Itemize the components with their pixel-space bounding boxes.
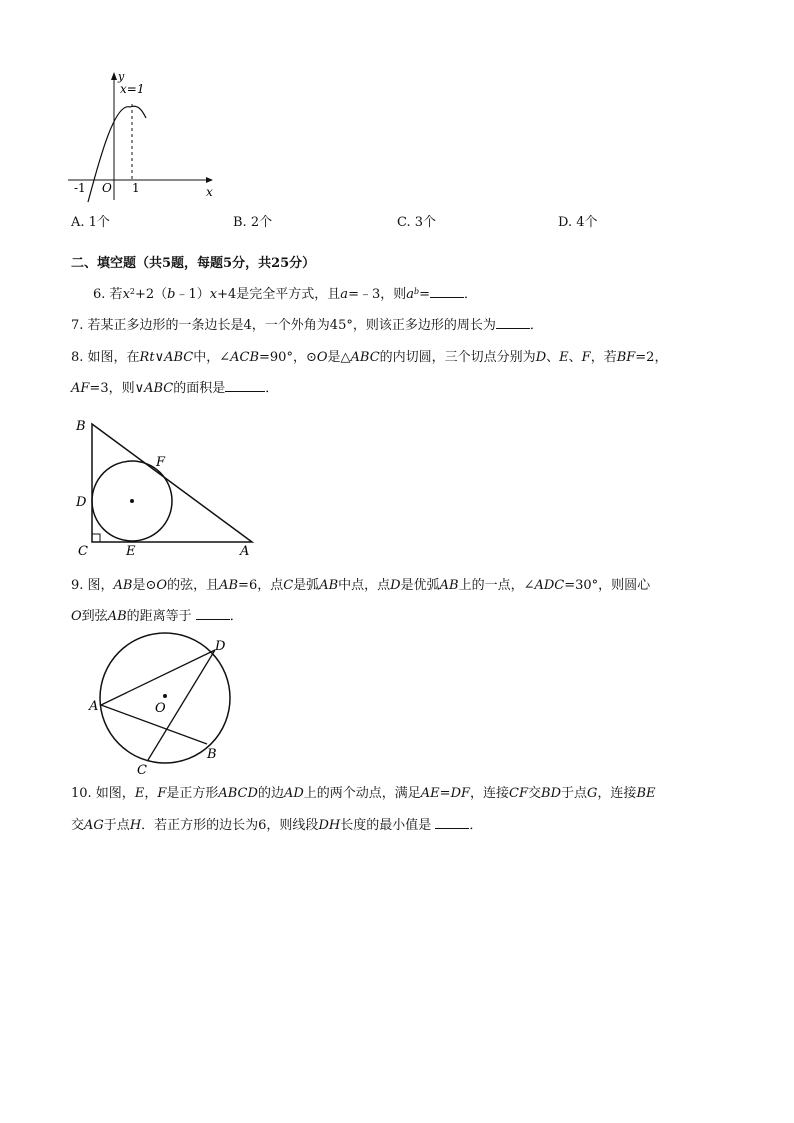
q6-text: 若 (109, 287, 123, 302)
q8-text: ，若 (590, 350, 617, 365)
q6-text: +4是完全平方式，且 (217, 287, 341, 302)
q10-text: ． (469, 818, 483, 833)
q9-text: ． (229, 609, 243, 624)
q10-var: F (157, 786, 167, 801)
q10-var: G (587, 786, 598, 801)
q8-var: BF (616, 350, 636, 365)
q8-text: 8. 如图，在 (71, 350, 140, 365)
origin-label: O (102, 181, 112, 195)
q9-text: 是优弧 (400, 578, 440, 593)
q10-var: AE (420, 786, 440, 801)
q10-var: AD (283, 786, 304, 801)
q8-text: 、 (568, 350, 582, 365)
incircle-center (130, 499, 134, 503)
option-a: A. 1个 (71, 215, 110, 230)
q10-var: H (129, 818, 142, 833)
q8-var: ACB (230, 350, 260, 365)
q9-text: 9. 图， (71, 578, 114, 593)
q9-text: 的距离等于 (126, 609, 192, 624)
point-f-label: F (156, 455, 166, 470)
q10-text: 交 (528, 786, 542, 801)
q8-text: ． (265, 381, 279, 396)
q10-var: DF (450, 786, 471, 801)
x-axis-label: x (206, 185, 213, 199)
q9-text: 的弦，且 (167, 578, 220, 593)
point-d-label: D (215, 639, 226, 654)
q9-var: ADC (534, 578, 565, 593)
q10-text: 交 (71, 818, 85, 833)
answer-blank[interactable] (496, 316, 530, 329)
answer-blank[interactable] (225, 379, 265, 392)
q10-var: AG (84, 818, 104, 833)
q8-text: =3，则 (89, 381, 135, 396)
q10-text: 于点 (561, 786, 588, 801)
q9-var: AB (107, 609, 127, 624)
q8-text: △ (340, 350, 351, 365)
q9-text: =30°，则圆心 (564, 578, 651, 593)
q6-exp: 2 (129, 287, 135, 296)
center-o (163, 694, 167, 698)
q9-text: 上的一点，∠ (458, 578, 535, 593)
q9-text: 到弦 (81, 609, 108, 624)
q10-text: ．若正方形的边长为6，则线段 (141, 818, 319, 833)
y-axis-label: y (118, 70, 125, 83)
q6-text: ﹣1） (175, 287, 210, 302)
q9-text: 中点，点 (338, 578, 391, 593)
vertex-c-label: C (78, 544, 88, 559)
q10-text: ，连接 (470, 786, 510, 801)
question-8-line-1 (71, 348, 667, 368)
point-e-label: E (126, 544, 136, 559)
q6-text: ． (464, 287, 478, 302)
q9-var: D (390, 578, 401, 593)
point-a-label: A (89, 699, 99, 714)
q10-var: BE (636, 786, 656, 801)
question-10-line-1 (71, 784, 655, 804)
question-9-line-1 (71, 576, 650, 596)
x-axis-arrow (206, 177, 213, 183)
q8-var: F (581, 350, 591, 365)
option-b: B. 2个 (233, 215, 273, 230)
q10-text: 是正方形 (166, 786, 219, 801)
tick-neg-1: -1 (74, 181, 86, 195)
right-angle-mark (92, 534, 100, 542)
q10-var: CF (509, 786, 529, 801)
q9-text: 是⊙ (132, 578, 157, 593)
q9-var: AB (219, 578, 239, 593)
q8-text: ∨ (154, 350, 165, 365)
q9-var: O (71, 609, 82, 624)
q9-var: AB (439, 578, 459, 593)
q8-var: D (535, 350, 547, 365)
q10-var: DH (318, 818, 341, 833)
q9-var: O (156, 578, 168, 593)
q7-text: 7. 若某正多边形的一条边长是4，一个外角为45°，则该正多边形的周长为 (71, 318, 496, 333)
q6-text: =﹣3，则 (348, 287, 407, 302)
q6-number: 6. (93, 287, 106, 302)
section-title: 二、填空题（共5题，每题5分，共25分） (71, 256, 316, 271)
q9-text: 是弧 (293, 578, 320, 593)
q6-var: x (209, 287, 218, 302)
q8-var: E (559, 350, 569, 365)
question-8-line-2 (71, 379, 278, 399)
q10-text: 10. 如图， (71, 786, 135, 801)
q6-text: +2（ (135, 287, 168, 302)
q9-text: =6，点 (238, 578, 284, 593)
parabola-graph (60, 62, 230, 212)
point-d-label: D (76, 495, 87, 510)
question-6 (93, 285, 477, 305)
symmetry-label: x=1 (120, 82, 145, 96)
answer-blank[interactable] (196, 607, 230, 620)
q9-var: AB (113, 578, 133, 593)
option-d: D. 4个 (558, 215, 598, 230)
q6-var: a (340, 287, 349, 302)
question-7 (71, 316, 543, 336)
incircle-triangle-figure (70, 412, 260, 562)
q8-var: ABC (164, 350, 194, 365)
option-c: C. 3个 (397, 215, 437, 230)
q10-text: ，连接 (597, 786, 637, 801)
vertex-a-label: A (240, 544, 250, 559)
q8-text: 的内切圆，三个切点分别为 (379, 350, 536, 365)
q6-var: b (167, 287, 176, 302)
triangle-abc (92, 424, 252, 542)
y-axis-arrow (111, 72, 117, 80)
answer-blank[interactable] (430, 285, 464, 298)
chord-ab (101, 705, 207, 744)
q8-text: 、 (546, 350, 560, 365)
vertex-b-label: B (76, 419, 86, 434)
q8-text: =90°，⊙ (259, 350, 317, 365)
q8-text: 的面积是 (173, 381, 226, 396)
q10-var: E (134, 786, 145, 801)
tick-1: 1 (132, 181, 140, 195)
q10-text: = (439, 786, 451, 801)
q8-text: ∨ (134, 381, 145, 396)
q8-var: ABC (144, 381, 174, 396)
answer-blank[interactable] (435, 816, 469, 829)
q8-text: 是 (327, 350, 341, 365)
q8-var: ABC (350, 350, 380, 365)
q9-var: AB (319, 578, 339, 593)
point-o-label: O (155, 701, 166, 716)
q10-text: 于点 (103, 818, 130, 833)
q10-text: 的边 (257, 786, 284, 801)
q9-var: C (283, 578, 294, 593)
q6-var: a (406, 287, 414, 302)
q6-exp: b (414, 287, 420, 296)
q10-var: ABCD (218, 786, 258, 801)
q6-var: x (122, 287, 130, 302)
q10-var: BD (541, 786, 562, 801)
point-b-label: B (207, 747, 217, 762)
q8-text: =2， (635, 350, 668, 365)
point-c-label: C (137, 763, 147, 778)
q8-text: 中，∠ (193, 350, 231, 365)
q8-var: O (316, 350, 328, 365)
q10-text: 长度的最小值是 (340, 818, 432, 833)
q8-var: AF (71, 381, 90, 396)
question-9-line-2 (71, 607, 243, 627)
q10-text: 上的两个动点，满足 (303, 786, 421, 801)
q6-text: = (419, 287, 431, 302)
q8-var: Rt (139, 350, 155, 365)
question-10-line-2 (71, 816, 482, 836)
q7-text: ． (529, 318, 543, 333)
circle-chord-figure (85, 632, 245, 780)
q10-text: ， (144, 786, 158, 801)
